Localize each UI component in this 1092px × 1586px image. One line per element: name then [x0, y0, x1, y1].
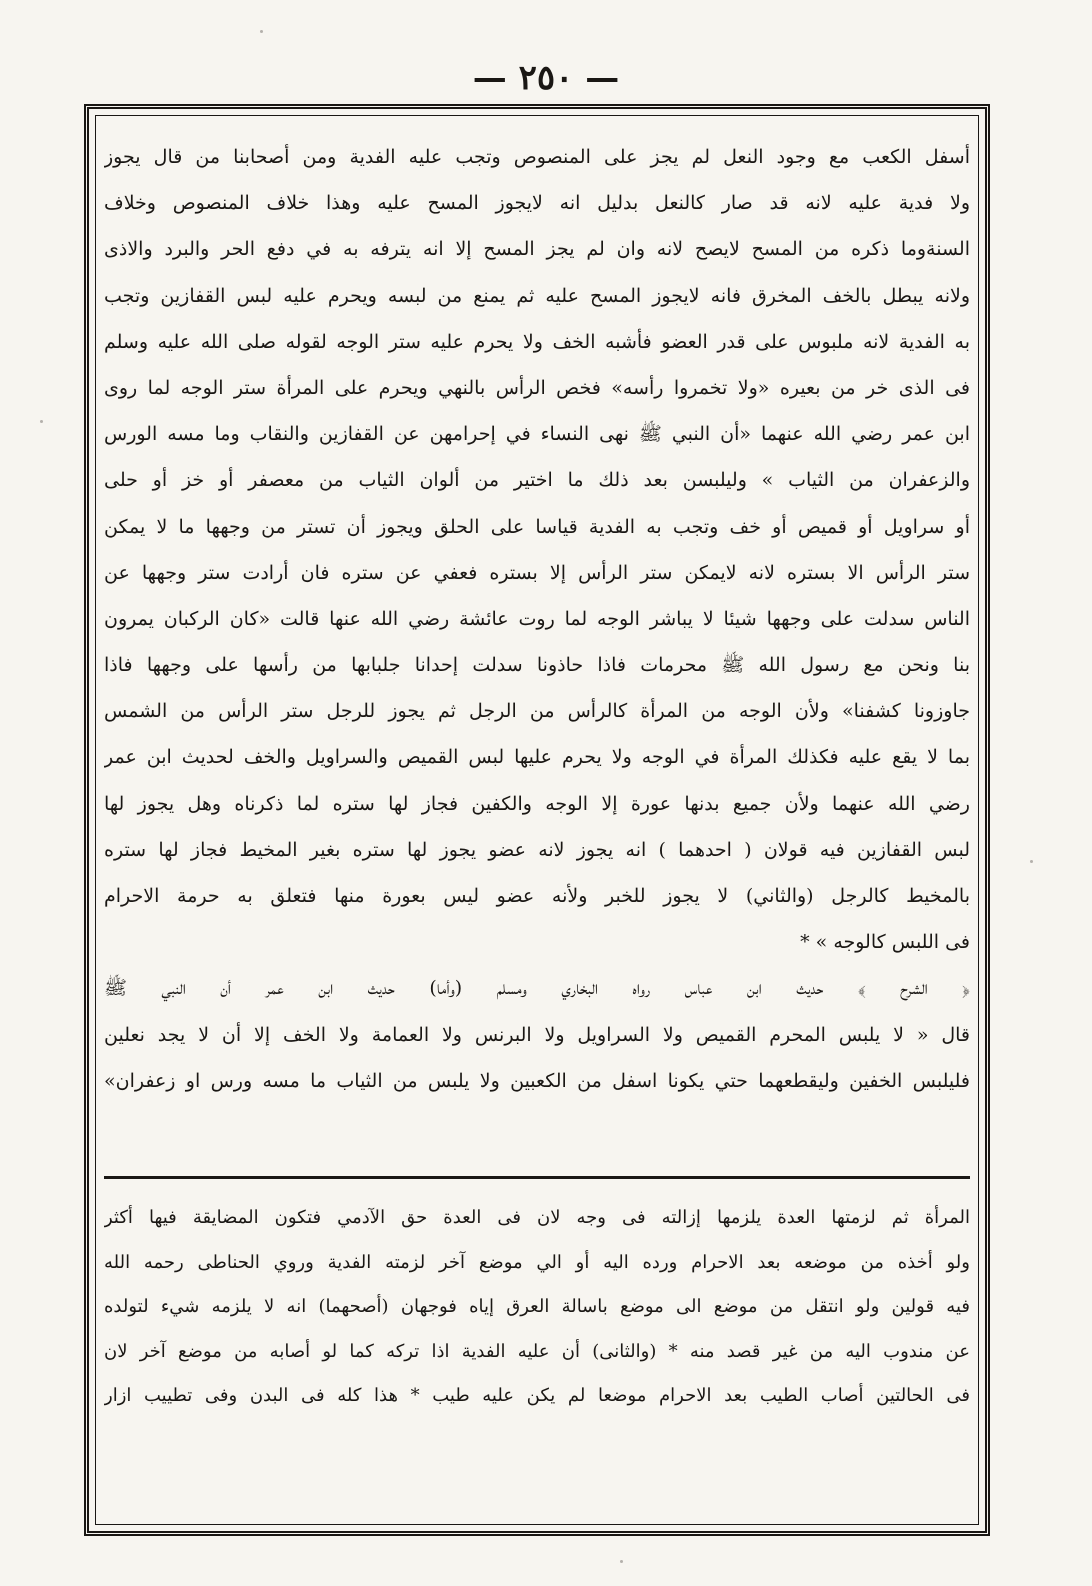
text-line: فليلبس الخفين وليقطعهما حتي يكونا اسفل من الكعبين ولا يلبس من الثياب ما مسه ورس او زعفران» [104, 1069, 970, 1092]
text-line: رضي الله عنهما ولأن جميع بدنها عورة إلا الوجه والكفين فجاز لها ستره لما ذكرناه وهل يجوز لها [104, 792, 970, 815]
text-line: أسفل الكعب مع وجود النعل لم يجز على المنصوص وتجب عليه الفدية ومن أصحابنا من قال يجوز [104, 146, 970, 168]
text-line: والزعفران من الثياب » وليلبسن بعد ذلك ما اختير من ألوان الثياب من معصفر أو خز أو حلى [104, 469, 970, 492]
text-line: بالمخيط كالرجل (والثاني) لا يجوز للخبر ولأنه عضو ليس بعورة منها فتعلق به حرمة الاحرام [104, 885, 970, 907]
text-line: ولانه يبطل بالخف المخرق فانه لايجوز المسح عليه ثم يمنع من لبسه ويحرم عليه لبس القفازين وتجب [104, 284, 970, 307]
text-line: السنةوما ذكره من المسح لايصح لانه وان لم يجز المسح إلا انه يترفه به في دفع الحر والبرد والاذى [104, 238, 970, 261]
text-line: ﴿ الشرح ﴾ حديث ابن عباس رواه البخاري ومسلم (وأما) حديث ابن عمر أن النبي ﷺ [104, 977, 970, 1000]
text-line: الناس سدلت على وجهها شيئا لا يباشر الوجه لما روت عائشة رضي الله عنها قالت «كان الركبان يمرون [104, 607, 970, 630]
paper-speck [1030, 860, 1033, 863]
page-number: — ٢٥٠ — [472, 58, 620, 98]
text-line: فى الذى خر من بعيره «ولا تخمروا رأسه» فخص الرأس بالنهي ويحرم على المرأة ستر الوجه لما روى [104, 376, 970, 399]
text-line: لبس القفازين فيه قولان ( احدهما ) انه يجوز لانه عضو يجوز لها ستره بغير المخيط فجاز لها ستره [104, 838, 970, 861]
text-line: بنا ونحن مع رسول الله ﷺ محرمات فاذا حاذونا سدلت إحدانا جلبابها من رأسها على وجهها فاذا [104, 654, 970, 677]
paper-speck [260, 30, 263, 33]
text-line: بما لا يقع عليه فكذلك المرأة في الوجه ولا يحرم عليها لبس القميص والسراويل والخف لحديث ابن عمر [104, 746, 970, 769]
footnote-line: فيه قولين ولو انتقل من موضع الى موضع باسالة العرق إياه فوجهان (أصحهما) انه لا يلزمه شيء لتولده [104, 1296, 970, 1318]
footnote-text-block [104, 1196, 970, 1419]
text-line: جاوزونا كشفنا» ولأن الوجه من المرأة كالرأس من الرجل ثم يجوز للرجل ستر الرأس من الشمس [104, 700, 970, 723]
text-line: ستر الرأس الا بستره لانه لايمكن ستر الرأس إلا بستره فعفي عن ستره فان أرادت ستر وجهها عن [104, 561, 970, 584]
text-line: فى اللبس كالوجه » * [800, 931, 970, 954]
text-line: ابن عمر رضي الله عنهما «أن النبي ﷺ نهى النساء في إحرامهن عن القفازين والنقاب وما مسه الورس [104, 423, 970, 446]
paper-speck [40, 420, 43, 423]
text-line: أو سراويل أو قميص أو خف وتجب به الفدية قياسا على الحلق ويجوز أن تستر من وجهها ما لا يمكن [104, 515, 970, 538]
footnote-line: فى الحالتين أصاب الطيب بعد الاحرام موضعا لم يكن عليه طيب * هذا كله فى البدن وفى تطييب ازار [104, 1385, 970, 1407]
text-line: ولا فدية عليه لانه قد صار كالنعل بدليل انه لايجوز المسح عليه وهذا خلاف المنصوص وخلاف [104, 192, 970, 215]
text-line: قال « لا يلبس المحرم القميص ولا السراويل ولا البرنس ولا العمامة ولا الخف إلا أن لا يجد نعلين [104, 1023, 970, 1046]
footnote-line: عن مندوب اليه من غير قصد منه * (والثانى) أن عليه الفدية اذا تركه كما لو أصابه من موضع آخر لان [104, 1340, 970, 1362]
footnote-line: ولو أخذه من موضعه بعد الاحرام ورده اليه أو الي موضع آخر لزمته الفدية وروي الحناطى رحمه الله [104, 1251, 970, 1273]
footnote-line: المرأة ثم لزمتها العدة يلزمها إزالته فى وجه لان فى العدة حق الآدمي فتكون المضايقة فيها أكثر [104, 1207, 970, 1228]
paper-speck [620, 1560, 623, 1563]
text-line: به الفدية لانه ملبوس على قدر العضو فأشبه الخف ولا يحرم عليه ستر الوجه لقوله صلى الله عليه وسلم [104, 330, 970, 353]
main-text-block [104, 134, 970, 1104]
footnote-separator [104, 1176, 970, 1179]
